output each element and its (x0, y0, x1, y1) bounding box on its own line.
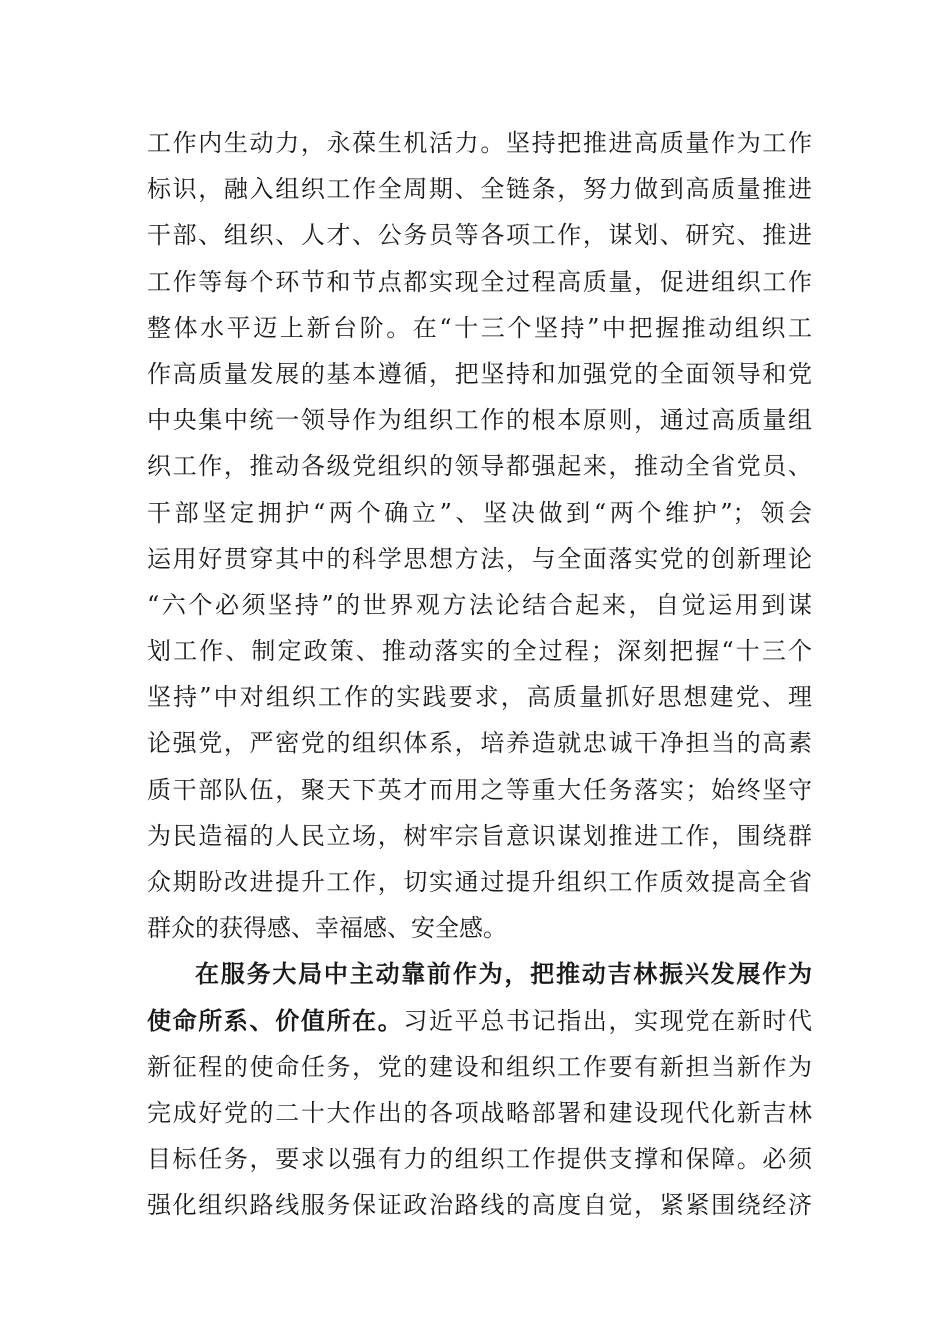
text-line: 目标任务，要求以强有力的组织工作提供支撑和保障。必须 (147, 1145, 812, 1174)
text-line: 标识，融入组织工作全周期、全链条，努力做到高质量推进 (147, 175, 812, 204)
text-line-rest: 习近平总书记指出，实现党在新时代 (403, 1006, 813, 1035)
text-line: 运用好贯穿其中的科学思想方法，与全面落实党的创新理论 (147, 544, 812, 573)
text-line: 作高质量发展的基本遵循，把坚持和加强党的全面领导和党 (147, 359, 812, 388)
text-line: 划工作、制定政策、推动落实的全过程；深刻把握“十三个 (147, 637, 812, 666)
text-line: 坚持”中对组织工作的实践要求，高质量抓好思想建党、理 (147, 683, 812, 712)
text-line: 群众的获得感、幸福感、安全感。 (147, 914, 507, 943)
text-line: 完成好党的二十大作出的各项战略部署和建设现代化新吉林 (147, 1098, 812, 1127)
text-line: 中央集中统一领导作为组织工作的根本原则，通过高质量组 (147, 406, 812, 435)
text-line: 强化组织路线服务保证政治路线的高度自觉，紧紧围绕经济 (147, 1191, 812, 1220)
text-line: 干部坚定拥护“两个确立”、坚决做到“两个维护”；领会 (147, 498, 812, 527)
text-line: 工作等每个环节和节点都实现全过程高质量，促进组织工作 (147, 267, 812, 296)
text-line: 质干部队伍，聚天下英才而用之等重大任务落实；始终坚守 (147, 775, 812, 804)
text-line: 论强党，严密党的组织体系，培养造就忠诚干净担当的高素 (147, 729, 812, 758)
text-line: 整体水平迈上新台阶。在“十三个坚持”中把握推动组织工 (147, 313, 812, 342)
text-line: 干部、组织、人才、公务员等各项工作，谋划、研究、推进 (147, 221, 812, 250)
text-line: 工作内生动力，永葆生机活力。坚持把推进高质量作为工作 (147, 129, 812, 157)
text-line: 为民造福的人民立场，树牢宗旨意识谋划推进工作，围绕群 (147, 821, 812, 850)
text-line: “六个必须坚持”的世界观方法论结合起来，自觉运用到谋 (147, 590, 812, 619)
text-line (147, 998, 812, 1044)
text-line: 众期盼改进提升工作，切实通过提升组织工作质效提高全省 (147, 868, 812, 896)
text-line: 织工作，推动各级党组织的领导都强起来，推动全省党员、 (147, 452, 812, 481)
text-line: 新征程的使命任务，党的建设和组织工作要有新担当新作为 (147, 1052, 812, 1081)
section-heading-continued: 使命所系、价值所在。 (147, 1006, 404, 1035)
section-heading: 在服务大局中主动靠前作为，把推动吉林振兴发展作为 (195, 960, 812, 989)
body-text (147, 120, 812, 1229)
